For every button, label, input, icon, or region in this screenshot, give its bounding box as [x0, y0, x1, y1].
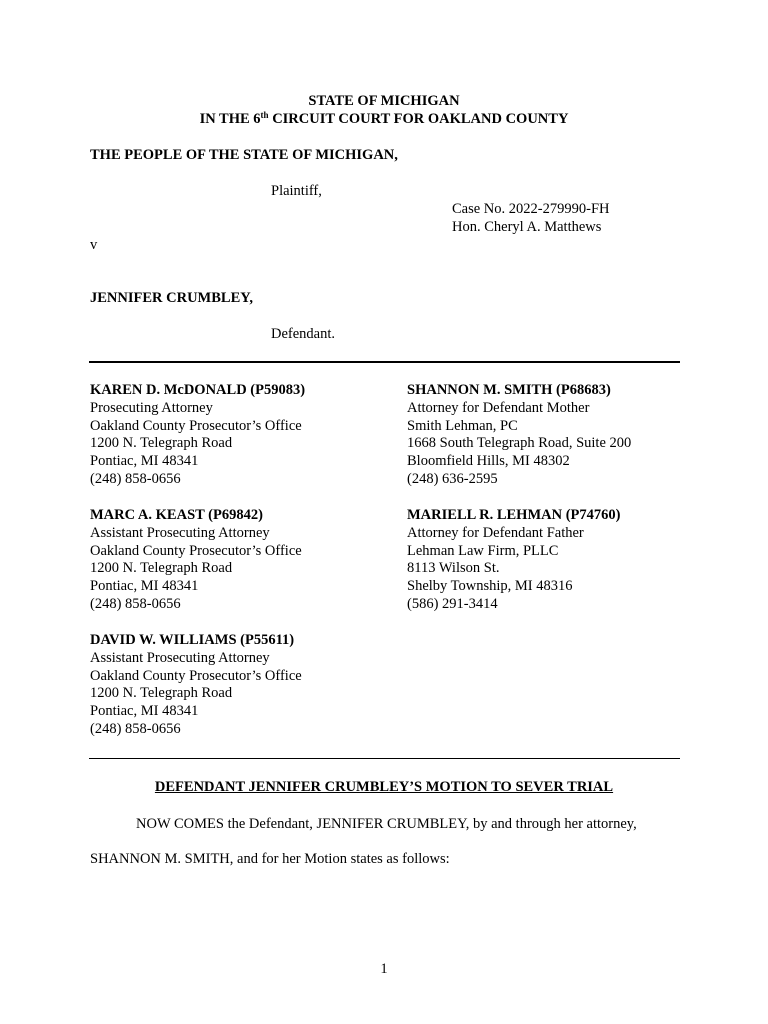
state-heading: STATE OF MICHIGAN	[308, 93, 460, 109]
counsel-role: Attorney for Defendant Mother	[407, 399, 590, 416]
counsel-office: Smith Lehman, PC	[407, 417, 518, 434]
defendant-label: Defendant.	[271, 326, 336, 342]
counsel-office: Oakland County Prosecutor’s Office	[90, 542, 302, 559]
counsel-office: Oakland County Prosecutor’s Office	[90, 417, 302, 434]
counsel-office: Lehman Law Firm, PLLC	[407, 542, 559, 559]
counsel-block	[90, 507, 302, 614]
case-number: Case No. 2022-279990-FH	[452, 201, 610, 217]
counsel-divider	[89, 758, 680, 759]
counsel-phone: (248) 858-0656	[90, 470, 181, 487]
versus: v	[90, 237, 98, 253]
plaintiff-name: THE PEOPLE OF THE STATE OF MICHIGAN,	[90, 147, 398, 163]
counsel-role: Assistant Prosecuting Attorney	[90, 649, 270, 666]
counsel-street: 1200 N. Telegraph Road	[90, 685, 233, 702]
counsel-city: Pontiac, MI 48341	[90, 578, 199, 595]
counsel-phone: (248) 858-0656	[90, 720, 181, 737]
motion-title: DEFENDANT JENNIFER CRUMBLEY’S MOTION TO SEVER TRIAL	[154, 779, 614, 795]
counsel-block	[407, 507, 620, 614]
counsel-street: 1200 N. Telegraph Road	[90, 435, 233, 452]
counsel-street: 8113 Wilson St.	[407, 560, 500, 577]
counsel-office: Oakland County Prosecutor’s Office	[90, 667, 302, 684]
counsel-city: Bloomfield Hills, MI 48302	[407, 453, 570, 470]
counsel-city: Pontiac, MI 48341	[90, 453, 199, 470]
counsel-block	[407, 382, 631, 489]
counsel-street: 1668 South Telegraph Road, Suite 200	[407, 435, 632, 452]
defendant-name: JENNIFER CRUMBLEY,	[90, 290, 254, 306]
caption-divider	[89, 361, 680, 363]
counsel-phone: (248) 858-0656	[90, 595, 181, 612]
counsel-phone: (248) 636-2595	[407, 470, 498, 487]
plaintiff-label: Plaintiff,	[271, 183, 322, 199]
court-heading: IN THE 6th CIRCUIT COURT FOR OAKLAND COUNTY	[199, 110, 569, 127]
counsel-name: MARC A. KEAST (P69842)	[90, 507, 263, 523]
page-number: 1	[380, 961, 388, 977]
counsel-role: Attorney for Defendant Father	[407, 524, 584, 541]
counsel-block	[90, 632, 302, 739]
counsel-role: Prosecuting Attorney	[90, 399, 213, 416]
counsel-name: MARIELL R. LEHMAN (P74760)	[407, 507, 621, 523]
counsel-role: Assistant Prosecuting Attorney	[90, 524, 270, 541]
counsel-city: Shelby Township, MI 48316	[407, 578, 573, 595]
counsel-city: Pontiac, MI 48341	[90, 703, 199, 720]
counsel-name: KAREN D. McDONALD (P59083)	[90, 382, 306, 398]
motion-body-line: NOW COMES the Defendant, JENNIFER CRUMBLEY, by and through her attorney,	[136, 816, 637, 832]
counsel-name: DAVID W. WILLIAMS (P55611)	[90, 632, 295, 648]
judge-name: Hon. Cheryl A. Matthews	[452, 219, 602, 235]
counsel-name: SHANNON M. SMITH (P68683)	[407, 382, 611, 398]
motion-body-line: SHANNON M. SMITH, and for her Motion states as follows:	[90, 851, 450, 867]
counsel-street: 1200 N. Telegraph Road	[90, 560, 233, 577]
counsel-block	[90, 382, 305, 489]
counsel-phone: (586) 291-3414	[407, 595, 498, 612]
